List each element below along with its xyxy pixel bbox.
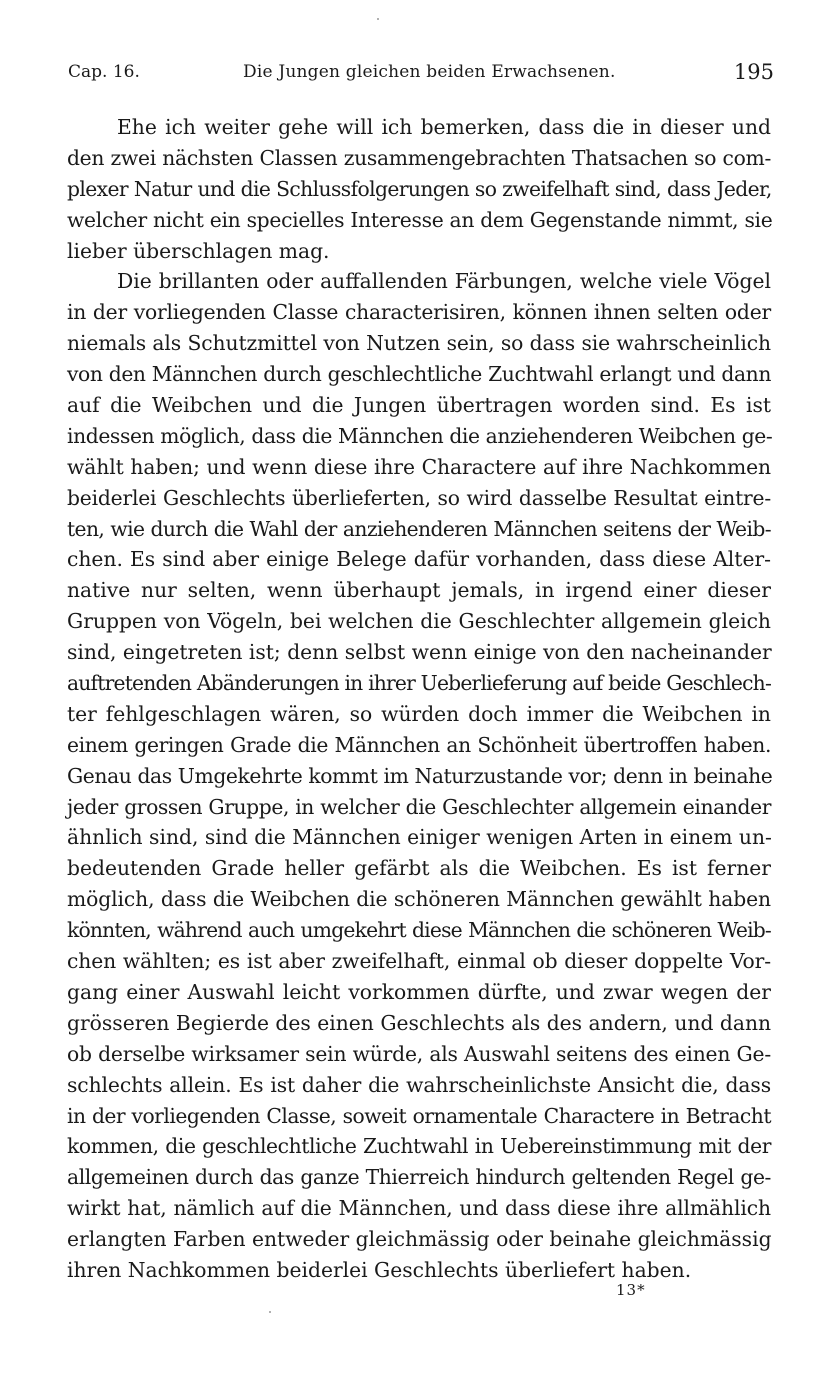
text-line: gang einer Auswahl leicht vorkommen dürfte, und zwar wegen der	[67, 979, 771, 1004]
text-line: chen. Es sind aber einige Belege dafür vorhanden, dass diese Alter-	[67, 547, 771, 572]
text-line: ter fehlgeschlagen wären, so würden doch immer die Weibchen in	[67, 701, 771, 726]
text-line: ähnlich sind, sind die Männchen einiger wenigen Arten in einem un-	[67, 825, 772, 850]
text-line: wählt haben; und wenn diese ihre Charactere auf ihre Nachkommen	[67, 454, 771, 479]
text-line: welcher nicht ein specielles Interesse an dem Gegenstande nimmt, sie	[67, 207, 773, 232]
text-line: plexer Natur und die Schlussfolgerungen so zweifelhaft sind, dass Jeder,	[67, 176, 772, 201]
text-line: kommen, die geschlechtliche Zuchtwahl in Uebereinstimmung mit der	[67, 1134, 771, 1159]
paragraph-first-line: Ehe ich weiter gehe will ich bemerken, dass die in dieser und	[117, 115, 771, 139]
chapter-label: Cap. 16.	[68, 62, 140, 82]
running-header	[68, 56, 774, 90]
text-line: möglich, dass die Weibchen die schöneren Männchen gewählt haben	[67, 887, 771, 912]
text-line: chen wählten; es ist aber zweifelhaft, einmal ob dieser doppelte Vor-	[67, 949, 771, 974]
text-line: erlangten Farben entweder gleichmässig oder beinahe gleichmässig	[67, 1227, 772, 1252]
text-line: könnten, während auch umgekehrt diese Männchen die schöneren Weib-	[67, 918, 771, 943]
text-line: wirkt hat, nämlich auf die Männchen, und dass diese ihre allmählich	[67, 1196, 771, 1221]
text-line: grösseren Begierde des einen Geschlechts als des andern, und dann	[67, 1010, 772, 1035]
text-line: allgemeinen durch das ganze Thierreich hindurch geltenden Regel ge-	[67, 1165, 771, 1190]
body-text	[67, 112, 771, 1286]
text-line: ten, wie durch die Wahl der anziehenderen Männchen seitens der Weib-	[67, 516, 771, 541]
text-line: beiderlei Geschlechts überlieferten, so wird dasselbe Resultat eintre-	[67, 485, 771, 510]
text-line: bedeutenden Grade heller gefärbt als die Weibchen. Es ist ferner	[67, 856, 771, 881]
paper-speck	[377, 18, 379, 20]
text-line: ihren Nachkommen beiderlei Geschlechts überliefert haben.	[67, 1257, 692, 1282]
text-line: auf die Weibchen und die Jungen übertragen worden sind. Es ist	[67, 393, 771, 418]
signature-mark: 13*	[616, 1281, 646, 1299]
text-line: Gruppen von Vögeln, bei welchen die Geschlechter allgemein gleich	[67, 609, 771, 634]
text-line: jeder grossen Gruppe, in welcher die Geschlechter allgemein einander	[67, 794, 771, 819]
text-line: auftretenden Abänderungen in ihrer Ueberlieferung auf beide Geschlech-	[67, 671, 771, 696]
text-line: den zwei nächsten Classen zusammengebrachten Thatsachen so com-	[67, 145, 771, 170]
text-line: indessen möglich, dass die Männchen die anziehenderen Weibchen ge-	[67, 423, 773, 448]
text-line: in der vorliegenden Classe characterisiren, können ihnen selten oder	[67, 300, 771, 325]
paragraph-first-line: Die brillanten oder auffallenden Färbungen, welche viele Vögel	[117, 269, 771, 294]
text-line: niemals als Schutzmittel von Nutzen sein, so dass sie wahrscheinlich	[67, 331, 771, 356]
text-line: sind, eingetreten ist; denn selbst wenn einige von den nacheinander	[67, 640, 772, 665]
text-line: von den Männchen durch geschlechtliche Zuchtwahl erlangt und dann	[67, 362, 771, 387]
text-line: native nur selten, wenn überhaupt jemals, in irgend einer dieser	[67, 578, 771, 603]
running-title: Die Jungen gleichen beiden Erwachsenen.	[243, 62, 616, 82]
text-line: ob derselbe wirksamer sein würde, als Auswahl seitens des einen Ge-	[67, 1041, 771, 1066]
text-line: lieber überschlagen mag.	[67, 238, 330, 263]
paper-speck	[269, 1311, 271, 1313]
text-line: in der vorliegenden Classe, soweit ornamentale Charactere in Betracht	[67, 1103, 771, 1128]
text-line: einem geringen Grade die Männchen an Schönheit übertroffen haben.	[67, 732, 771, 757]
text-line: schlechts allein. Es ist daher die wahrscheinlichste Ansicht die, dass	[67, 1072, 771, 1097]
page-number: 195	[733, 60, 774, 84]
text-line: Genau das Umgekehrte kommt im Naturzustande vor; denn in beinahe	[67, 763, 773, 788]
